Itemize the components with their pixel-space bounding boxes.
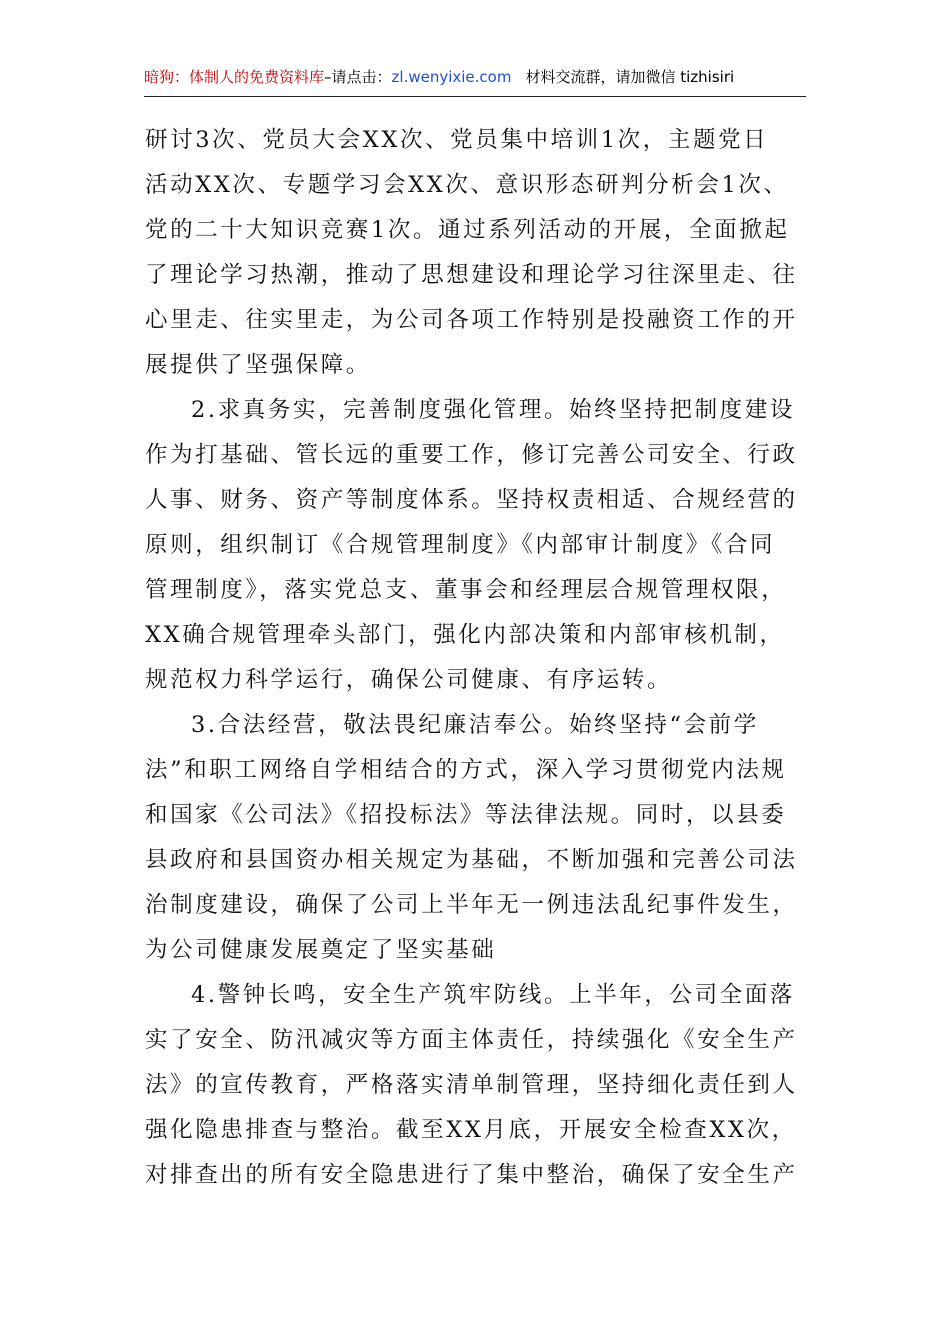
body-line: 法》的宣传教育，严格落实清单制管理，坚持细化责任到人 bbox=[145, 1072, 798, 1098]
body-line: 人事、财务、资产等制度体系。坚持权责相适、合规经营的 bbox=[145, 487, 798, 513]
body-line: XX确合规管理牵头部门，强化内部决策和内部审核机制， bbox=[145, 622, 785, 648]
header-brand: 暗狗：体制人的免费资料库 bbox=[144, 68, 325, 86]
body-line: 作为打基础、管长远的重要工作，修订完善公司安全、行政 bbox=[145, 442, 798, 468]
body-line: 和国家《公司法》《招投标法》等法律法规。同时，以县委 bbox=[145, 802, 787, 828]
body-line: 党的二十大知识竞赛1次。通过系列活动的开展，全面掀起 bbox=[145, 217, 790, 243]
paragraph-4-first-line: 4.警钟长鸣，安全生产筑牢防线。上半年，公司全面落 bbox=[191, 982, 795, 1008]
page-header bbox=[144, 66, 806, 97]
body-line: 法”和职工网络自学相结合的方式，深入学习贯彻党内法规 bbox=[145, 757, 787, 783]
header-link[interactable]: zl.wenyixie.com bbox=[391, 68, 512, 86]
body-line: 县政府和县国资办相关规定为基础，不断加强和完善公司法 bbox=[145, 847, 798, 873]
header-group-text: 材料交流群，请加微信 tizhisiri bbox=[525, 68, 735, 86]
body-line: 活动XX次、专题学习会XX次、意识形态研判分析会1次、 bbox=[145, 172, 789, 198]
body-line: 规范权力科学运行，确保公司健康、有序运转。 bbox=[145, 667, 673, 693]
body-line: 实了安全、防汛减灾等方面主体责任，持续强化《安全生产 bbox=[145, 1027, 798, 1053]
paragraph-2-first-line: 2.求真务实，完善制度强化管理。始终坚持把制度建设 bbox=[191, 397, 795, 423]
body-line: 展提供了坚强保障。 bbox=[145, 352, 371, 378]
body-line: 管理制度》，落实党总支、董事会和经理层合规管理权限， bbox=[145, 577, 787, 603]
body-line: 为公司健康发展奠定了坚实基础 bbox=[145, 937, 497, 963]
header-click-label: –请点击： bbox=[324, 68, 392, 86]
body-line: 心里走、往实里走，为公司各项工作特别是投融资工作的开 bbox=[145, 307, 798, 333]
body-line: 原则，组织制订《合规管理制度》《内部审计制度》《合同 bbox=[145, 532, 776, 558]
paragraph-3-first-line: 3.合法经营，敬法畏纪廉洁奉公。始终坚持“会前学 bbox=[191, 712, 759, 738]
body-line: 了理论学习热潮，推动了思想建设和理论学习往深里走、往 bbox=[145, 262, 798, 288]
body-line: 对排查出的所有安全隐患进行了集中整治，确保了安全生产 bbox=[145, 1162, 798, 1188]
document-body bbox=[145, 122, 811, 1202]
body-line: 研讨3次、党员大会XX次、党员集中培训1次，主题党日 bbox=[145, 127, 769, 153]
body-line: 治制度建设，确保了公司上半年无一例违法乱纪事件发生， bbox=[145, 892, 798, 918]
body-line: 强化隐患排查与整治。截至XX月底，开展安全检查XX次， bbox=[145, 1117, 797, 1143]
